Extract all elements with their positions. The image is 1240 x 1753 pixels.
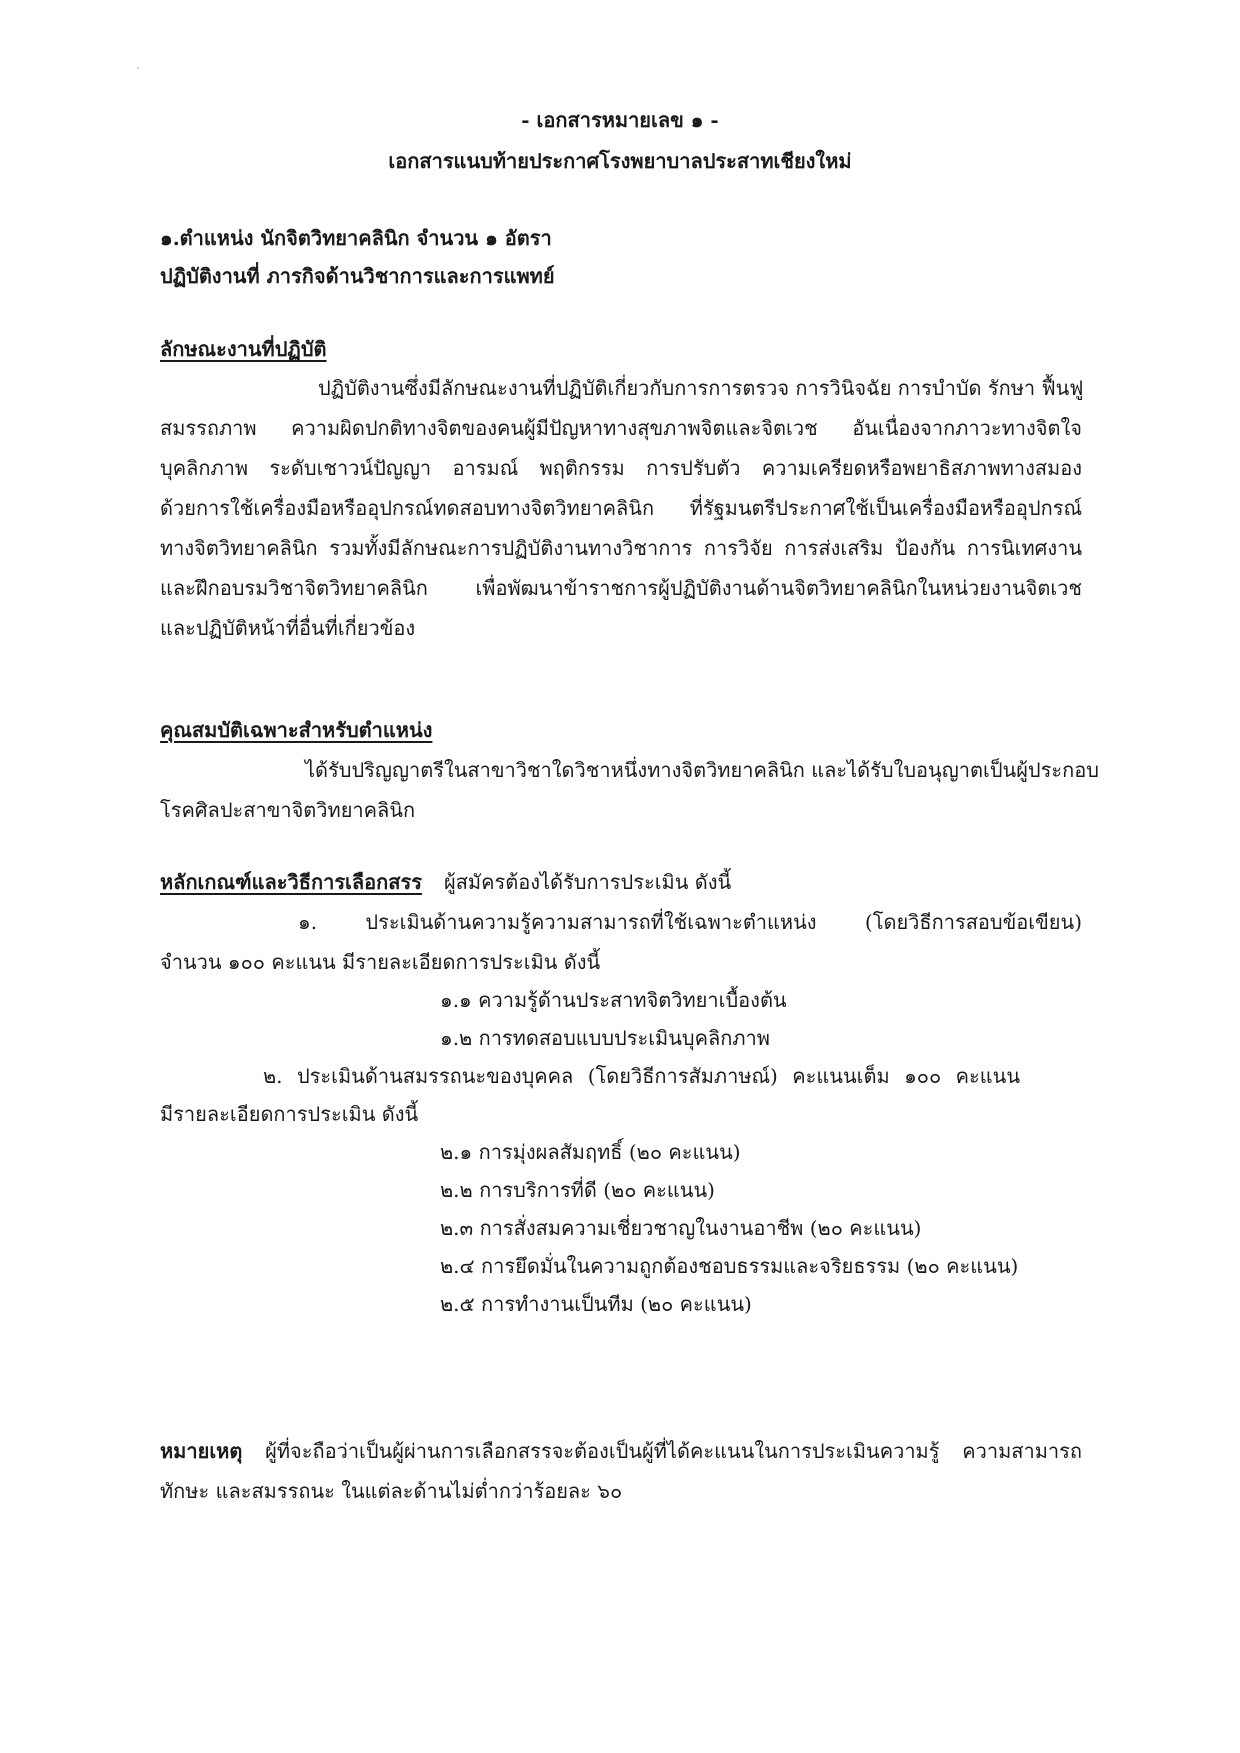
- qualifications-line: ได้รับปริญญาตรีในสาขาวิชาใดวิชาหนึ่งทางจิตวิทยาคลินิก และได้รับใบอนุญาตเป็นผู้ประกอบ: [305, 758, 1099, 782]
- note-label: หมายเหตุ: [160, 1439, 243, 1463]
- position-workplace: ปฏิบัติงานที่ ภารกิจด้านวิชาการและการแพทย์: [160, 264, 555, 288]
- criteria-subitem: ๑.๒ การทดสอบแบบประเมินบุคลิกภาพ: [440, 1026, 770, 1050]
- qualifications-heading: คุณสมบัติเฉพาะสำหรับตำแหน่ง: [160, 718, 433, 742]
- job-nature-line: และปฏิบัติหน้าที่อื่นที่เกี่ยวข้อง: [160, 616, 416, 640]
- criteria-heading-row: [160, 866, 731, 898]
- scan-speck: [137, 67, 139, 69]
- job-nature-heading: ลักษณะงานที่ปฏิบัติ: [160, 337, 327, 361]
- criteria-heading: หลักเกณฑ์และวิธีการเลือกสรร: [160, 870, 422, 894]
- job-nature-line: ทางจิตวิทยาคลินิก รวมทั้งมีลักษณะการปฏิบัติงานทางวิชาการ การวิจัย การส่งเสริม ป้องกัน การนิเทศงาน: [160, 536, 1082, 560]
- criteria-heading-tail: ผู้สมัครต้องได้รับการประเมิน ดังนี้: [443, 870, 732, 894]
- position-title: ๑.ตำแหน่ง นักจิตวิทยาคลินิก จำนวน ๑ อัตรา: [160, 226, 552, 250]
- document-subtitle: เอกสารแนบท้ายประกาศโรงพยาบาลประสาทเชียงใหม่: [388, 149, 852, 173]
- criteria-subitem: ๒.๑ การมุ่งผลสัมฤทธิ์ (๒๐ คะแนน): [440, 1140, 741, 1164]
- note-text: ผู้ที่จะถือว่าเป็นผู้ผ่านการเลือกสรรจะต้องเป็นผู้ที่ได้คะแนนในการประเมินความรู้ ความสามารถ: [242, 1439, 1082, 1463]
- criteria-item2-cont: มีรายละเอียดการประเมิน ดังนี้: [160, 1102, 419, 1126]
- job-nature-line: ด้วยการใช้เครื่องมือหรืออุปกรณ์ทดสอบทางจิตวิทยาคลินิก ที่รัฐมนตรีประกาศใช้เป็นเครื่องมือหรืออุปกรณ์: [160, 496, 1082, 520]
- criteria-item1: ๑. ประเมินด้านความรู้ความสามารถที่ใช้เฉพาะตำแหน่ง (โดยวิธีการสอบข้อเขียน): [298, 910, 1082, 934]
- criteria-subitem: ๒.๒ การบริการที่ดี (๒๐ คะแนน): [440, 1178, 715, 1202]
- job-nature-line: สมรรถภาพ ความผิดปกติทางจิตของคนผู้มีปัญหาทางสุขภาพจิตและจิตเวช อันเนื่องจากภาวะทางจิตใจ: [160, 416, 1082, 440]
- document-number: - เอกสารหมายเลข ๑ -: [521, 108, 719, 132]
- note-line-2: ทักษะ และสมรรถนะ ในแต่ละด้านไม่ต่ำกว่าร้อยละ ๖๐: [160, 1479, 623, 1503]
- job-nature-line: และฝึกอบรมวิชาจิตวิทยาคลินิก เพื่อพัฒนาข้าราชการผู้ปฏิบัติงานด้านจิตวิทยาคลินิกในหน่วยงานจิตเวช: [160, 576, 1082, 600]
- criteria-subitem: ๑.๑ ความรู้ด้านประสาทจิตวิทยาเบื้องต้น: [440, 988, 787, 1012]
- job-nature-line: ปฏิบัติงานซึ่งมีลักษณะงานที่ปฏิบัติเกี่ยวกับการการตรวจ การวินิจฉัย การบำบัด รักษา ฟื้นฟู: [318, 376, 1084, 400]
- note-line: [160, 1435, 1082, 1467]
- criteria-item1-cont: จำนวน ๑๐๐ คะแนน มีรายละเอียดการประเมิน ดังนี้: [160, 950, 601, 974]
- job-nature-line: บุคลิกภาพ ระดับเชาวน์ปัญญา อารมณ์ พฤติกรรม การปรับตัว ความเครียดหรือพยาธิสภาพทางสมอง: [160, 456, 1082, 480]
- criteria-subitem: ๒.๓ การสั่งสมความเชี่ยวชาญในงานอาชีพ (๒๐ คะแนน): [440, 1216, 922, 1240]
- qualifications-line: โรคศิลปะสาขาจิตวิทยาคลินิก: [160, 798, 416, 822]
- criteria-subitem: ๒.๔ การยึดมั่นในความถูกต้องชอบธรรมและจริยธรรม (๒๐ คะแนน): [440, 1254, 1019, 1278]
- criteria-item2: ๒. ประเมินด้านสมรรถนะของบุคคล (โดยวิธีการสัมภาษณ์) คะแนนเต็ม ๑๐๐ คะแนน: [263, 1064, 1020, 1088]
- criteria-subitem: ๒.๕ การทำงานเป็นทีม (๒๐ คะแนน): [440, 1292, 752, 1316]
